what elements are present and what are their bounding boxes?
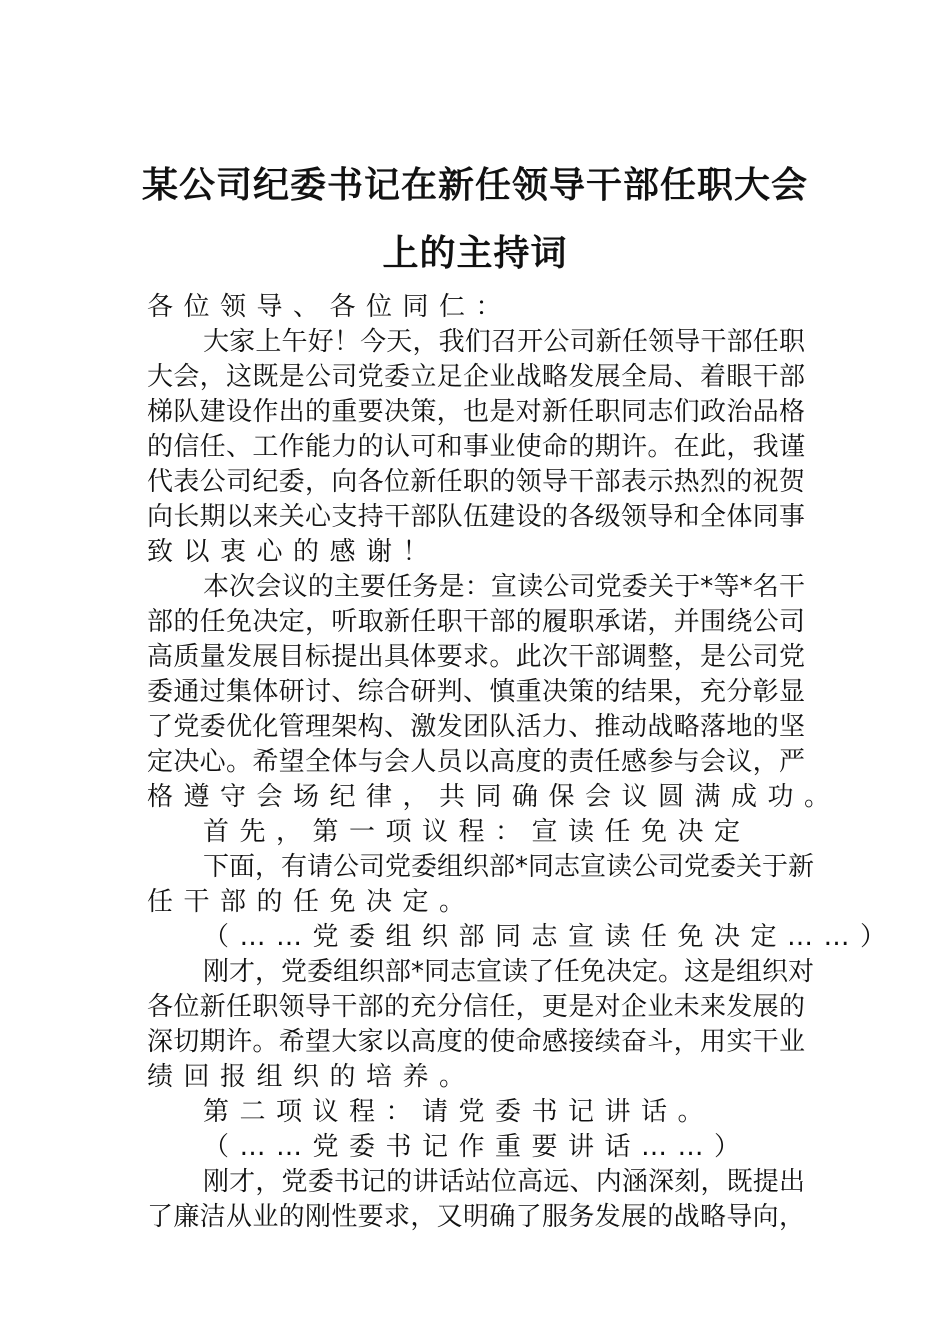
paragraph-line: 了廉洁从业的刚性要求，又明确了服务发展的战略导向， xyxy=(147,1202,805,1232)
paragraph-line: 下面，有请公司党委组织部*同志宣读公司党委关于新 xyxy=(203,852,815,882)
paragraph-line: 梯队建设作出的重要决策，也是对新任职同志们政治品格 xyxy=(147,397,805,427)
paragraph-line: 大会，这既是公司党委立足企业战略发展全局、着眼干部 xyxy=(147,362,805,392)
paragraph-line: 刚才，党委书记的讲话站位高远、内涵深刻，既提出 xyxy=(203,1167,805,1197)
paragraph-line: 代表公司纪委，向各位新任职的领导干部表示热烈的祝贺 xyxy=(147,467,805,497)
paragraph-line: 委通过集体研讨、综合研判、慎重决策的结果，充分彰显 xyxy=(147,677,805,707)
paragraph-line: 任干部的任免决定。 xyxy=(147,887,476,917)
stage-direction: （……党委书记作重要讲话……） xyxy=(203,1132,751,1162)
paragraph-line: 各位新任职领导干部的充分信任，更是对企业未来发展的 xyxy=(147,992,805,1022)
agenda-item-1: 首先，第一项议程：宣读任免决定 xyxy=(203,817,751,847)
paragraph-line: 部的任免决定，听取新任职干部的履职承诺，并围绕公司 xyxy=(147,607,805,637)
agenda-item-2: 第二项议程：请党委书记讲话。 xyxy=(203,1097,715,1127)
paragraph-line: 大家上午好！今天，我们召开公司新任领导干部任职 xyxy=(203,327,805,357)
paragraph-line: 刚才，党委组织部*同志宣读了任免决定。这是组织对 xyxy=(203,957,815,987)
paragraph-line: 本次会议的主要任务是：宣读公司党委关于*等*名干 xyxy=(203,572,805,602)
stage-direction: （……党委组织部同志宣读任免决定……） xyxy=(203,922,897,952)
paragraph-line: 致以衷心的感谢！ xyxy=(147,537,440,567)
document-body xyxy=(147,290,897,1235)
paragraph-line: 绩回报组织的培养。 xyxy=(147,1062,476,1092)
paragraph-line: 向长期以来关心支持干部队伍建设的各级领导和全体同事 xyxy=(147,502,805,532)
paragraph-line: 的信任、工作能力的认可和事业使命的期许。在此，我谨 xyxy=(147,432,805,462)
paragraph-line: 深切期许。希望大家以高度的使命感接续奋斗，用实干业 xyxy=(147,1027,805,1057)
paragraph-line: 高质量发展目标提出具体要求。此次干部调整，是公司党 xyxy=(147,642,805,672)
paragraph-line: 了党委优化管理架构、激发团队活力、推动战略落地的坚 xyxy=(147,712,805,742)
paragraph-line: 定决心。希望全体与会人员以高度的责任感参与会议，严 xyxy=(147,747,805,777)
salutation: 各位领导、各位同仁： xyxy=(147,292,513,322)
document-title-line-1: 某公司纪委书记在新任领导干部任职大会 xyxy=(141,164,808,206)
document-title-line-2: 上的主持词 xyxy=(382,232,568,274)
paragraph-line: 格遵守会场纪律，共同确保会议圆满成功。 xyxy=(147,782,841,812)
